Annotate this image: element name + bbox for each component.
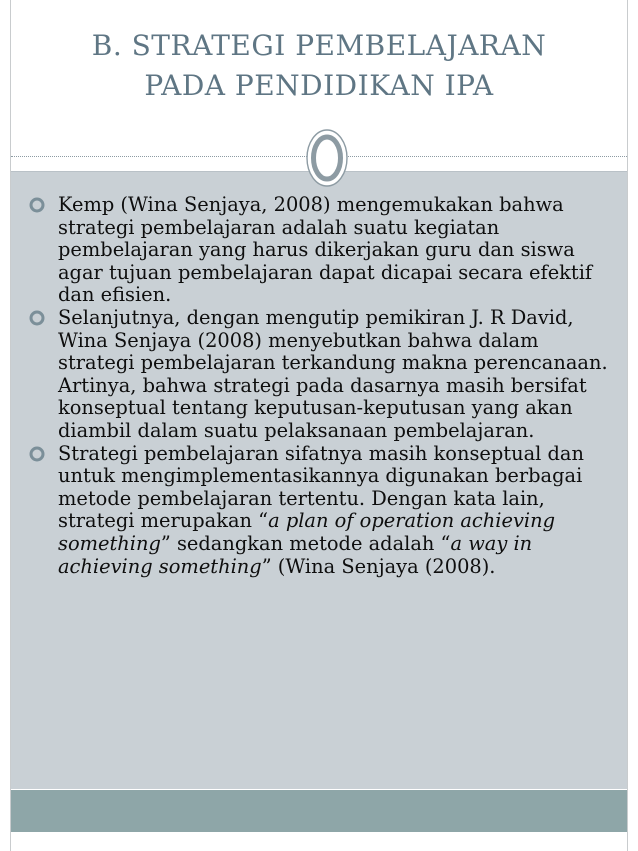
circle-bullet-icon: [29, 197, 45, 213]
bullet-item-3: [25, 443, 621, 579]
content-panel: [11, 171, 627, 789]
bullet-text-1: Kemp (Wina Senjaya, 2008) mengemukakan bahwa strategi pembelajaran adalah suatu kegiatan pembelajaran yang harus dikerjakan guru dan siswa agar tujuan pembelajaran dapat dicapai secara efektif dan efisien.: [58, 193, 593, 307]
slide-title: [11, 26, 627, 106]
footer-band: [11, 790, 627, 832]
oval-ring-divider-icon: [305, 128, 349, 188]
bullet-text-3-italic-1: a plan of operation achieving something: [58, 509, 556, 555]
circle-bullet-icon: [29, 310, 45, 326]
slide: [10, 0, 628, 851]
circle-bullet-icon: [29, 446, 45, 462]
bullet-list: [25, 194, 621, 578]
slide-title-line-2: PADA PENDIDIKAN IPA: [144, 69, 494, 102]
bullet-item-2: [25, 307, 621, 443]
bullet-text-3-part-3: ” (Wina Senjaya (2008).: [261, 554, 496, 578]
bullet-text-3-italic-2: a way in achieving something: [58, 531, 533, 578]
bullet-item-1: [25, 194, 621, 307]
bullet-text-3-part-2: ” sedangkan metode adalah “: [160, 531, 451, 555]
bullet-text-2: Selanjutnya, dengan mengutip pemikiran J. R David, Wina Senjaya (2008) menyebutkan bahwa dalam strategi pembelajaran terkandung makna perencanaan. Artinya, bahwa strategi pada dasarnya masih bersifat konseptual tentang keputusan-keputusan yang akan diambil dalam suatu pelaksanaan pembelajaran.: [58, 305, 608, 442]
slide-title-line-1: B. STRATEGI PEMBELAJARAN: [91, 29, 547, 62]
bullet-text-3-part-1: Strategi pembelajaran sifatnya masih konseptual dan untuk mengimplementasikannya digunakan berbagai metode pembelajaran tertentu. Dengan kata lain, strategi merupakan “: [58, 441, 584, 533]
